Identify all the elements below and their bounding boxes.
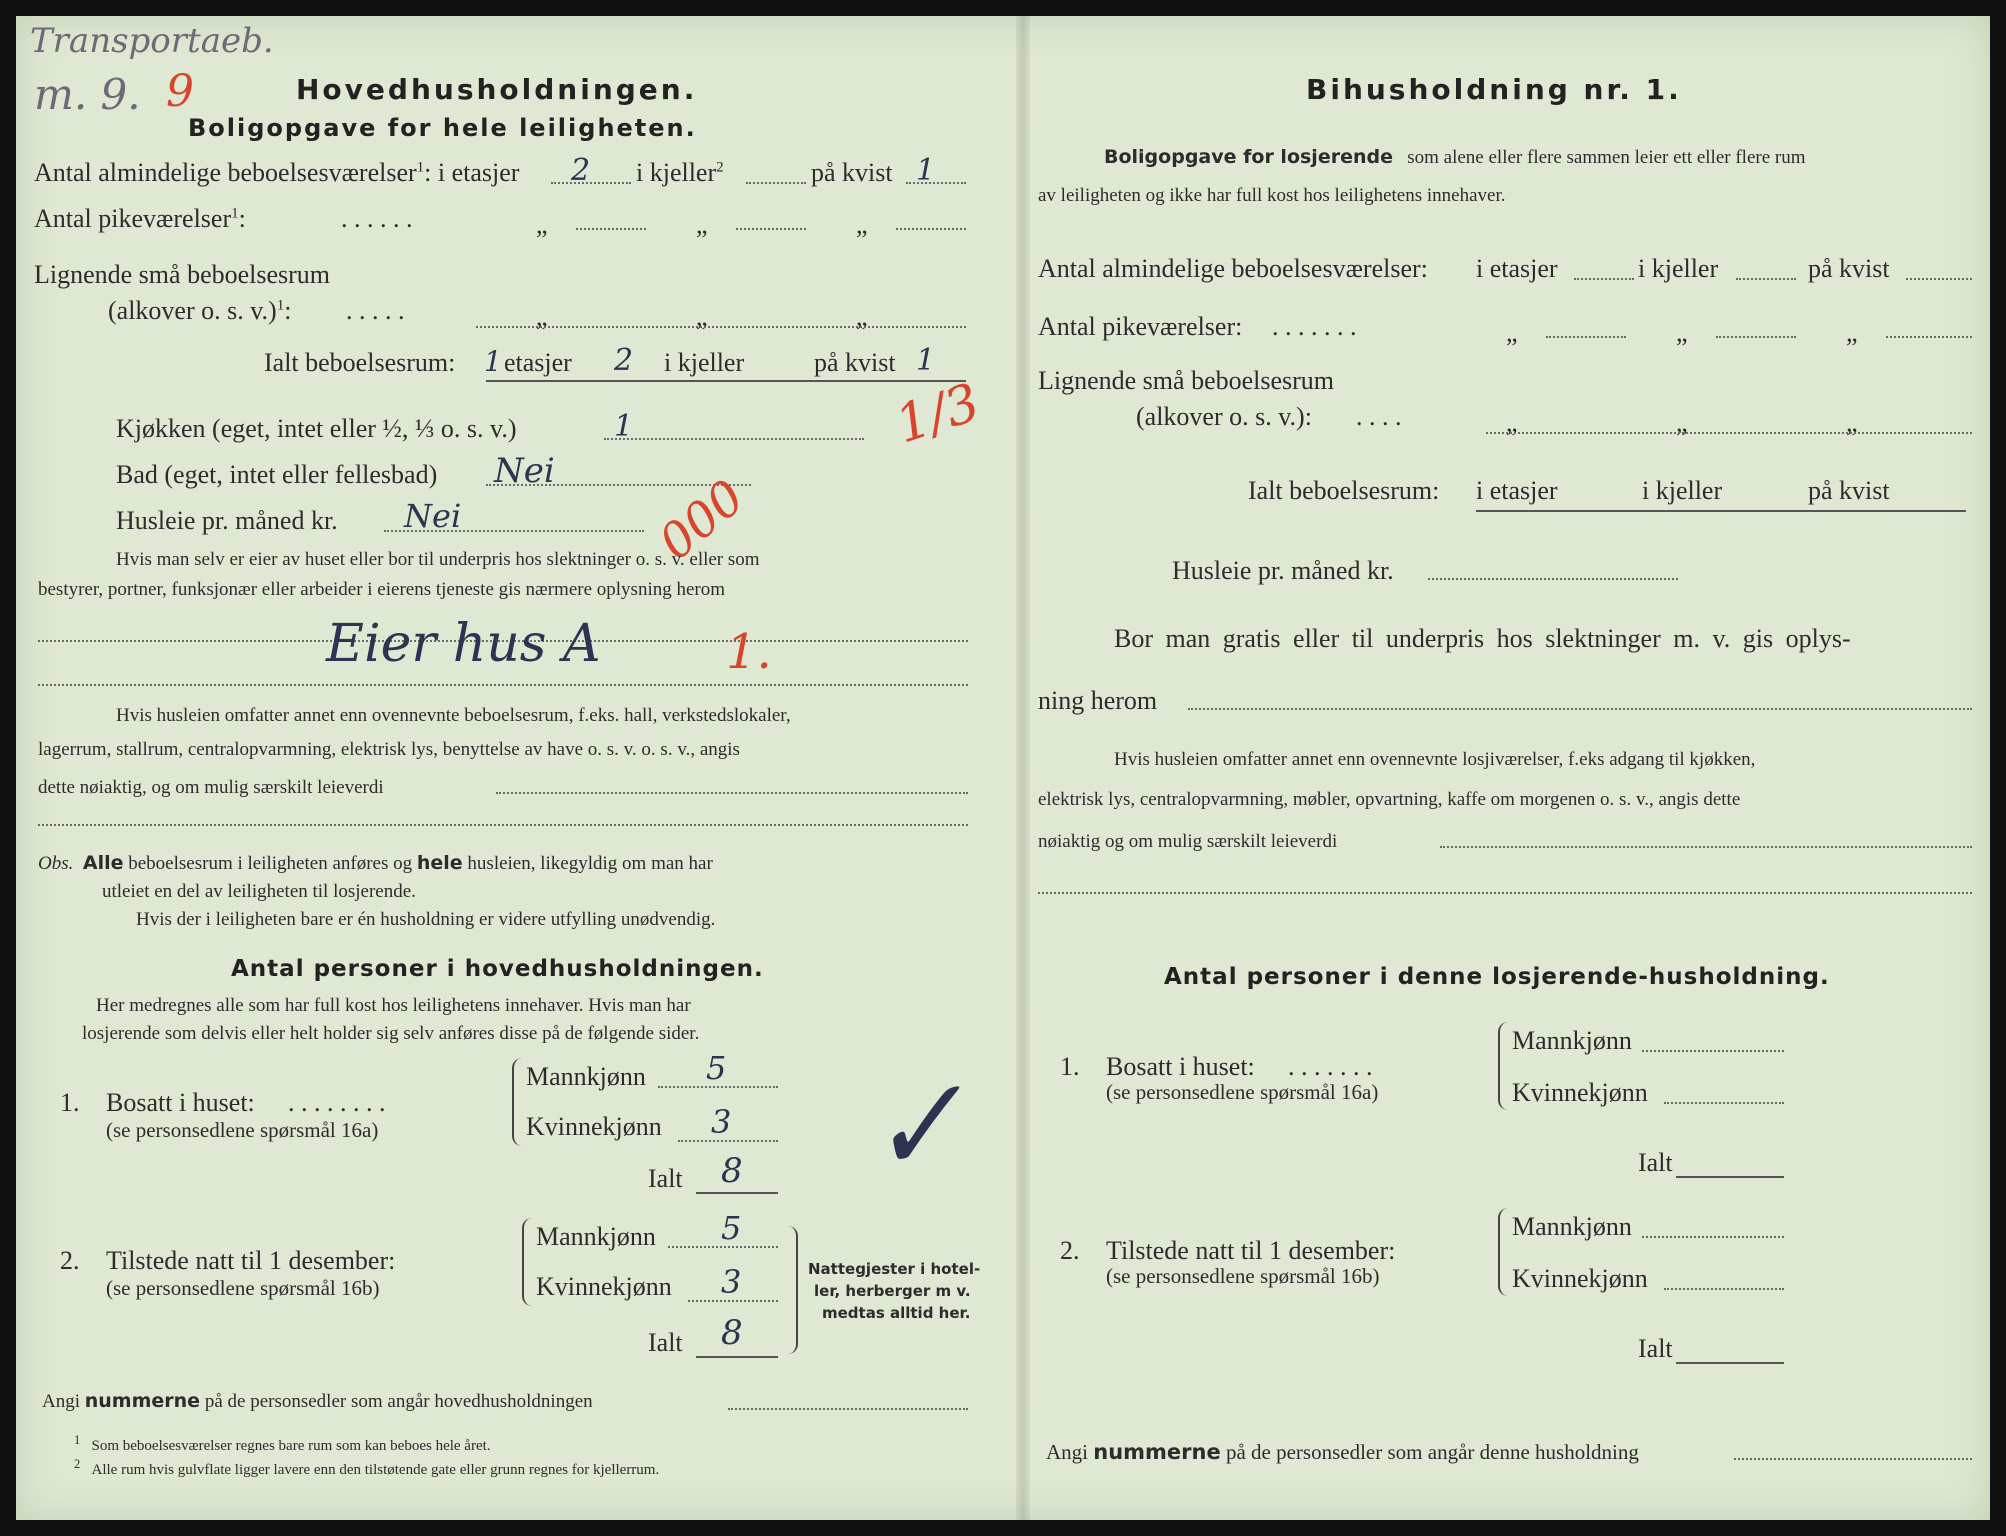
q2-female-value: 3	[721, 1263, 742, 1301]
total-etasjer-mark: 1	[484, 345, 502, 378]
night-guests-note-c: medtas alltid her.	[822, 1304, 971, 1322]
right-q1-total-label: Ialt	[1638, 1148, 1673, 1177]
maid-rooms-dots: . . . . . .	[341, 204, 413, 233]
right-q2-label: Tilstede natt til 1 desember:	[1106, 1236, 1396, 1265]
kitchen-label: Kjøkken (eget, intet eller ½, ⅓ o. s. v.)	[116, 414, 517, 443]
right-maid-line-1	[1546, 336, 1626, 338]
q1-total-value: 8	[721, 1151, 743, 1191]
right-rooms-kjeller: i kjeller	[1638, 254, 1719, 283]
total-kvist-value: 1	[916, 343, 936, 378]
rooms-etasjer-value: 2	[571, 153, 591, 188]
extras-line-1	[496, 792, 968, 794]
q1-total-line	[696, 1192, 778, 1194]
left-angi-numbers: Angi nummerne på de personsedler som angår hovedhusholdningen	[42, 1390, 593, 1412]
red-fraction-note: 1/3	[888, 372, 987, 456]
owner-text-b: bestyrer, portner, funksjonær eller arbeider i eierens tjeneste gis nærmere oplysning herom	[38, 579, 726, 600]
q2-number: 2.	[60, 1246, 80, 1275]
right-intro-a: Boligopgave for losjerende som alene eller flere sammen leier ett eller flere rum	[1104, 146, 1806, 168]
red-note-number: 9	[166, 66, 194, 117]
obs-line-c: Hvis der i leiligheten bare er én husholdning er videre utfylling unødvendig.	[136, 909, 716, 930]
pencil-note-2: m. 9.	[34, 70, 141, 119]
total-kvist-label: på kvist	[814, 348, 896, 377]
ditto-mark: „	[536, 210, 548, 239]
q2-label: Tilstede natt til 1 desember:	[106, 1246, 396, 1275]
census-form-sheet	[16, 16, 1990, 1520]
right-total-rooms-label: Ialt beboelsesrum:	[1248, 476, 1440, 505]
right-q1-label: Bosatt i huset:	[1106, 1052, 1255, 1081]
ditto-mark: „	[1846, 318, 1858, 347]
right-q2-subtext: (se personsedlene spørsmål 16b)	[1106, 1264, 1380, 1288]
ditto-mark: „	[1506, 318, 1518, 347]
ditto-mark: „	[536, 302, 548, 331]
right-extras-text-a: Hvis husleien omfatter annet enn ovennevnte losjiværelser, f.eks adgang til kjøkken,	[1114, 749, 1756, 770]
q1-male-line	[658, 1086, 778, 1088]
right-small-rooms-label-b: (alkover o. s. v.):	[1136, 402, 1312, 431]
left-title: Hovedhusholdningen.	[296, 73, 698, 106]
kitchen-line	[604, 438, 864, 440]
right-q1-subtext: (se personsedlene spørsmål 16a)	[1106, 1080, 1379, 1104]
right-rooms-label: Antal almindelige beboelsesværelser:	[1038, 254, 1428, 283]
q2-total-line	[696, 1356, 778, 1358]
ditto-mark: „	[1676, 318, 1688, 347]
q2-total-value: 8	[721, 1313, 743, 1353]
right-small-rooms-dots: . . . .	[1356, 402, 1402, 431]
right-q1-male-label: Mannkjønn	[1512, 1026, 1632, 1055]
left-persons-title: Antal personer i hovedhusholdningen.	[231, 956, 764, 982]
right-q2-total-line	[1676, 1362, 1784, 1364]
bath-label: Bad (eget, intet eller fellesbad)	[116, 460, 438, 489]
small-rooms-line	[476, 326, 966, 328]
q1-female-label: Kvinnekjønn	[526, 1112, 662, 1141]
page-fold	[1016, 16, 1030, 1520]
right-q2-number: 2.	[1060, 1236, 1080, 1265]
check-mark: ✓	[856, 1051, 976, 1204]
right-angi-numbers: Angi nummerne på de personsedler som angår denne husholdning	[1046, 1440, 1639, 1464]
q1-brace	[512, 1058, 524, 1146]
q2-male-line	[668, 1246, 778, 1248]
left-persons-text-a: Her medregnes alle som har full kost hos leilighetens innehaver. Hvis man har	[96, 995, 691, 1016]
rooms-kvist-line	[906, 182, 966, 184]
right-title: Bihusholdning nr. 1.	[1306, 73, 1682, 106]
right-maid-line-3	[1886, 336, 1972, 338]
owner-red-note: 1.	[726, 624, 772, 680]
right-q2-female-line	[1664, 1288, 1784, 1290]
right-q2-brace	[1498, 1208, 1510, 1296]
obs-line-b: utleiet en del av leiligheten til losjerende.	[102, 881, 416, 902]
ditto-mark: „	[1676, 408, 1688, 437]
rooms-etasjer-line	[551, 182, 631, 184]
right-extras-line-2	[1038, 892, 1972, 894]
q1-dots: . . . . . . . .	[288, 1088, 386, 1117]
q1-female-line	[678, 1140, 778, 1142]
rooms-kvist-value: 1	[916, 153, 936, 188]
q1-male-label: Mannkjønn	[526, 1062, 646, 1091]
total-kjeller-label: i kjeller	[664, 348, 745, 377]
right-q1-brace	[1498, 1022, 1510, 1110]
q1-total-label: Ialt	[648, 1164, 683, 1193]
ditto-mark: „	[856, 302, 868, 331]
right-small-rooms-label: Lignende små beboelsesrum	[1038, 366, 1335, 395]
right-maid-label: Antal pikeværelser:	[1038, 312, 1243, 341]
right-rent-line	[1428, 578, 1678, 580]
q2-right-brace	[786, 1226, 798, 1354]
q2-male-value: 5	[721, 1209, 742, 1247]
bath-value: Nei	[494, 451, 555, 491]
ditto-mark: „	[856, 210, 868, 239]
left-persons-text-b: losjerende som delvis eller helt holder sig selv anføres disse på de følgende sider.	[82, 1023, 700, 1044]
right-free-text-a: Bor man gratis eller til underpris hos slektninger m. v. gis oplys-	[1114, 624, 1851, 653]
right-rent-label: Husleie pr. måned kr.	[1172, 556, 1394, 585]
total-etasjer-value: 2	[614, 343, 634, 378]
maid-etasjer-line	[576, 228, 646, 230]
q2-total-label: Ialt	[648, 1328, 683, 1357]
right-q1-female-line	[1664, 1102, 1784, 1104]
owner-handwriting: Eier hus A	[326, 614, 601, 674]
right-total-rooms-line	[1476, 510, 1966, 512]
right-total-etasjer: i etasjer	[1476, 476, 1558, 505]
owner-text-a: Hvis man selv er eier av huset eller bor til underpris hos slektninger o. s. v. eller som	[116, 549, 760, 570]
right-rooms-etasjer: i etasjer	[1476, 254, 1558, 283]
extras-text-a: Hvis husleien omfatter annet enn ovennevnte beboelsesrum, f.eks. hall, verkstedslokaler,	[116, 705, 791, 726]
q2-female-line	[688, 1300, 778, 1302]
right-intro-b: av leiligheten og ikke har full kost hos leilighetens innehaver.	[1038, 185, 1506, 206]
left-subtitle: Boligopgave for hele leiligheten.	[188, 114, 697, 142]
maid-kjeller-line	[736, 228, 806, 230]
right-q1-dots: . . . . . . .	[1288, 1052, 1373, 1081]
owner-line-2	[38, 684, 968, 686]
right-q2-female-label: Kvinnekjønn	[1512, 1264, 1648, 1293]
red-zeros-note: 000	[648, 469, 755, 571]
footnote-1: $^1$ Som beboelsesværelser regnes bare rum som kan beboes hele året.	[74, 1433, 491, 1454]
q2-subtext: (se personsedlene spørsmål 16b)	[106, 1276, 380, 1300]
total-rooms-label: Ialt beboelsesrum:	[264, 348, 456, 377]
q1-male-value: 5	[706, 1049, 727, 1087]
right-free-text-b: ning herom	[1038, 686, 1158, 715]
rooms-kvist-label: på kvist	[811, 158, 893, 187]
total-rooms-line	[486, 380, 966, 382]
right-extras-line-1	[1440, 846, 1972, 848]
ditto-mark: „	[1846, 408, 1858, 437]
ditto-mark: „	[696, 210, 708, 239]
right-q1-total-line	[1676, 1176, 1784, 1178]
right-extras-text-b: elektrisk lys, centralopvarmning, møbler, opvartning, kaffe om morgenen o. s. v., angis dette	[1038, 789, 1741, 810]
right-q2-total-label: Ialt	[1638, 1334, 1673, 1363]
obs-line-a: Obs. Alle beboelsesrum i leiligheten anføres og hele husleien, likegyldig om man har	[38, 852, 713, 874]
rooms-kjeller-label: i kjeller$^2$	[636, 158, 724, 187]
right-rooms-kjeller-line	[1736, 278, 1796, 280]
right-small-rooms-line	[1486, 432, 1972, 434]
q1-label: Bosatt i huset:	[106, 1088, 255, 1117]
right-extras-text-c: nøiaktig og om mulig særskilt leieverdi	[1038, 831, 1338, 852]
q1-female-value: 3	[711, 1103, 732, 1141]
right-q1-number: 1.	[1060, 1052, 1080, 1081]
right-q2-male-line	[1642, 1236, 1784, 1238]
rent-label: Husleie pr. måned kr.	[116, 506, 338, 535]
extras-line-2	[38, 824, 968, 826]
q1-number: 1.	[60, 1088, 80, 1117]
right-maid-line-2	[1716, 336, 1796, 338]
ditto-mark: „	[1506, 408, 1518, 437]
ditto-mark: „	[696, 302, 708, 331]
right-total-kvist: på kvist	[1808, 476, 1890, 505]
rooms-kjeller-line	[746, 182, 806, 184]
night-guests-note-b: ler, herberger m v.	[814, 1282, 971, 1300]
rent-value: Nei	[404, 497, 462, 535]
footnote-2: $^2$ Alle rum hvis gulvflate ligger lavere enn den tilstøtende gate eller grunn regnes for kjellerrum.	[74, 1457, 660, 1478]
right-q1-male-line	[1642, 1050, 1784, 1052]
maid-kvist-line	[896, 228, 966, 230]
right-rooms-kvist-line	[1906, 278, 1972, 280]
maid-rooms-label: Antal pikeværelser$^1$:	[34, 204, 246, 233]
right-rooms-kvist: på kvist	[1808, 254, 1890, 283]
right-persons-title: Antal personer i denne losjerende-husholdning.	[1164, 964, 1830, 990]
right-angi-line	[1734, 1458, 1972, 1460]
right-free-line	[1188, 708, 1972, 710]
right-rooms-etasjer-line	[1574, 278, 1634, 280]
extras-text-b: lagerrum, stallrum, centralopvarmning, elektrisk lys, benyttelse av have o. s. v. o. s. v., angis	[38, 739, 740, 760]
q2-male-label: Mannkjønn	[536, 1222, 656, 1251]
q1-subtext: (se personsedlene spørsmål 16a)	[106, 1118, 379, 1142]
q2-female-label: Kvinnekjønn	[536, 1272, 672, 1301]
night-guests-note-a: Nattegjester i hotel-	[808, 1260, 981, 1278]
extras-text-c: dette nøiaktig, og om mulig særskilt leieverdi	[38, 777, 384, 798]
rooms-label: Antal almindelige beboelsesværelser$^1$: i etasjer	[34, 158, 520, 187]
pencil-note-1: Transportaeb.	[30, 21, 274, 61]
right-q1-female-label: Kvinnekjønn	[1512, 1078, 1648, 1107]
right-total-kjeller: i kjeller	[1642, 476, 1723, 505]
left-angi-line	[728, 1408, 968, 1410]
right-q2-male-label: Mannkjønn	[1512, 1212, 1632, 1241]
small-rooms-label: Lignende små beboelsesrum	[34, 260, 331, 289]
total-etasjer-label: etasjer	[504, 348, 572, 377]
kitchen-value: 1	[614, 409, 634, 444]
right-maid-dots: . . . . . . .	[1272, 312, 1357, 341]
q2-brace	[522, 1218, 534, 1306]
rent-line	[384, 530, 644, 532]
small-rooms-dots: . . . . .	[346, 296, 405, 325]
small-rooms-label-b: (alkover o. s. v.)$^1$:	[108, 296, 292, 325]
